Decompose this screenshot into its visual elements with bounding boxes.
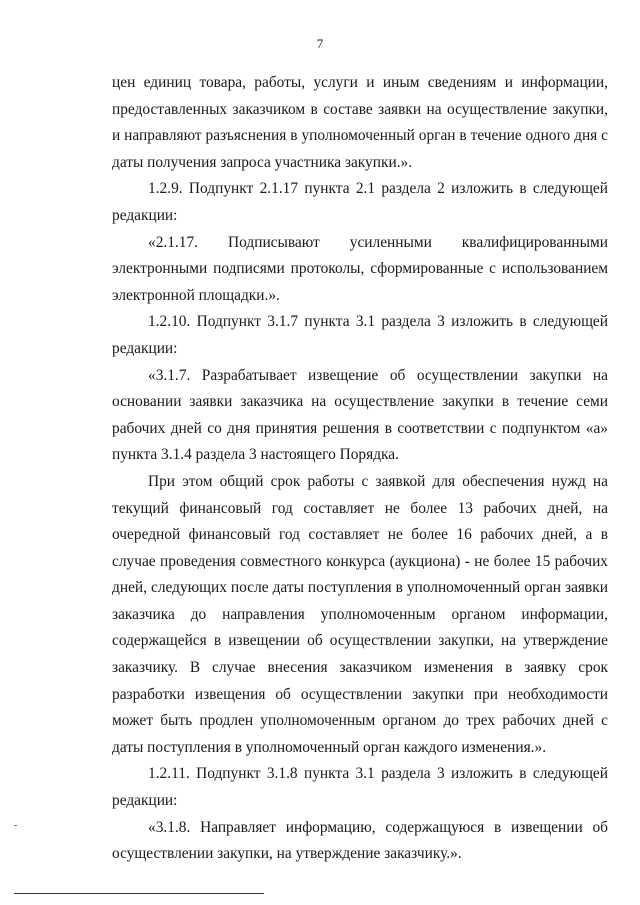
paragraph-quote-3-1-8: «3.1.8. Направляет информацию, содержащуюся в извещении об осуществлении закупки, на утверждение заказчику.». (112, 818, 608, 863)
footer-rule (14, 893, 264, 894)
margin-mark: - (14, 820, 18, 831)
paragraph-quote-2-1-17: «2.1.17. Подписывают усиленными квалифицированными электронными подписями протоколы, сформированные с использованием электронной площадки.». (112, 233, 608, 304)
paragraph-item-1-2-9: 1.2.9. Подпункт 2.1.17 пункта 2.1 раздела 2 изложить в следующей редакции: (112, 180, 608, 224)
paragraph-item-1-2-10: 1.2.10. Подпункт 3.1.7 пункта 3.1 раздела 3 изложить в следующей редакции: (112, 313, 608, 357)
paragraph-deadlines: При этом общий срок работы с заявкой для обеспечения нужд на текущий финансовый год составляет не более 13 рабочих дней, на очередной финансовый год составляет не более 16 рабочих дней, а в случае проведения совместного конкурса (аукциона) - не более 15 рабочих дней, следующих после даты поступления в уполномоченный орган заявки заказчика до направления уполномоченным органом информации, содержащейся в извещении об осуществлении закупки, на утверждение заказчику. В случае внесения заказчиком изменения в заявку срок разработки извещения об осуществлении закупки при необходимости может быть продлен уполномоченным органом до трех рабочих дней с даты поступления в уполномоченный орган каждого изменения.». (112, 472, 608, 756)
page-number: 7 (316, 36, 324, 51)
paragraph-item-1-2-11: 1.2.11. Подпункт 3.1.8 пункта 3.1 раздела 3 изложить в следующей редакции: (112, 765, 608, 810)
paragraph-continuation: цен единиц товара, работы, услуги и иным сведениям и информации, предоставленных заказчиком в составе заявки на осуществление закупки, и направляют разъяснения в уполномоченный орган в течение одного дня с даты получения запроса участника закупки.». (112, 74, 608, 171)
document-body (112, 70, 608, 868)
paragraph-quote-3-1-7: «3.1.7. Разрабатывает извещение об осуществлении закупки на основании заявки заказчика на осуществление закупки в течение семи рабочих дней со дня принятия решения в соответствии с подпунктом «а» пункта 3.1.4 раздела 3 настоящего Порядка. (112, 366, 608, 464)
